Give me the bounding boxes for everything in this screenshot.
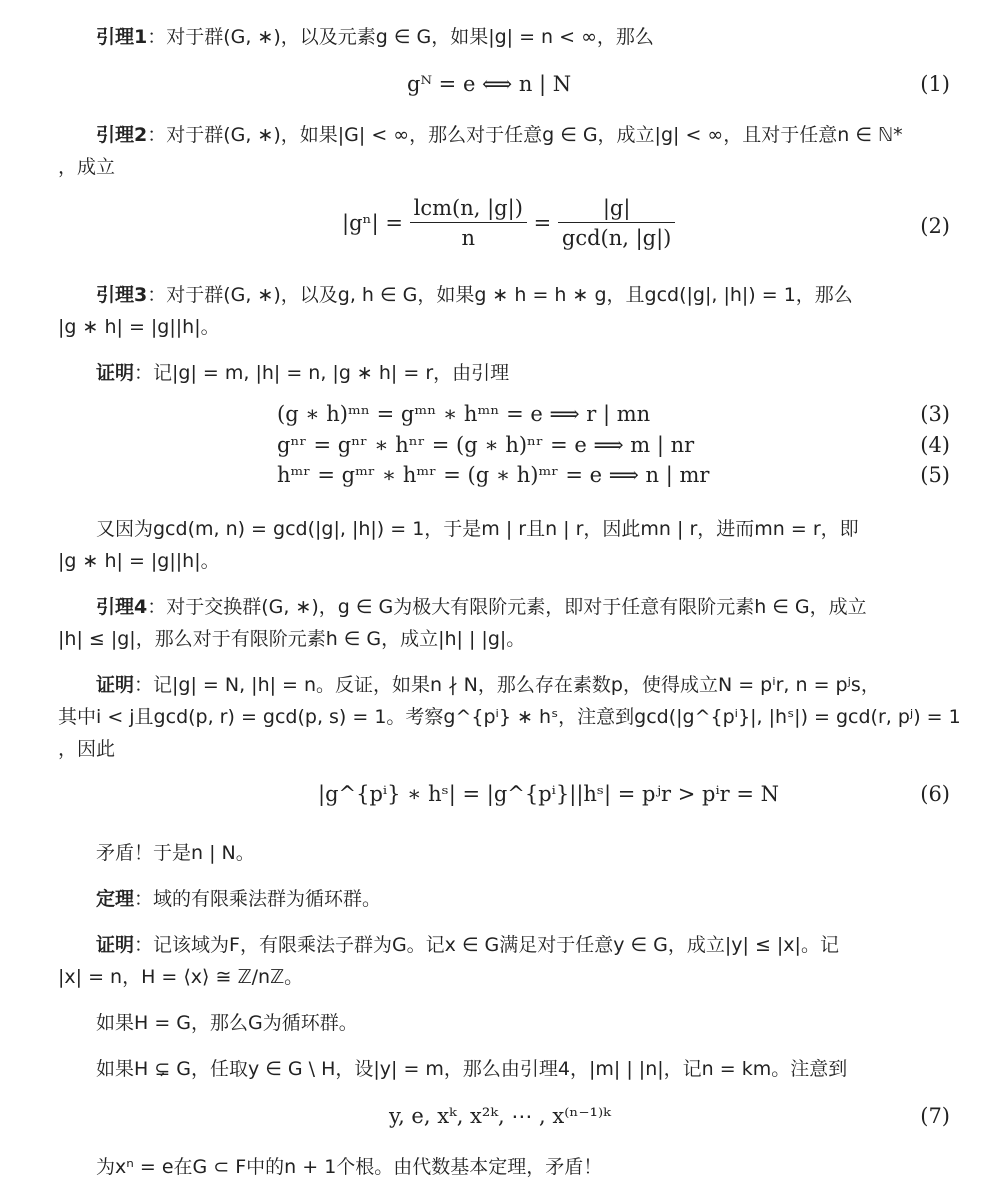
theorem-proof-statement — [96, 930, 839, 957]
lemma3-statement — [96, 280, 853, 307]
proof3-text: ：记|g| = m, |h| = n, |g ∗ h| = r，由引理 — [134, 362, 510, 384]
equation-6: |g^{pⁱ} ∗ hˢ| = |g^{pⁱ}||hˢ| = pʲr > pⁱr = N — [318, 782, 780, 806]
equation-4-number: (4) — [920, 433, 950, 457]
lemma1-statement — [96, 22, 654, 49]
eq2-frac2-numerator: |g| — [558, 196, 676, 223]
equation-3-number: (3) — [920, 402, 950, 426]
lemma4-label: 引理4 — [96, 596, 148, 618]
equation-4: gⁿʳ = gⁿʳ ∗ hⁿʳ = (g ∗ h)ⁿʳ = e ⟹ m | nr — [277, 433, 695, 457]
proof3-statement — [96, 358, 509, 385]
lemma2-statement — [96, 120, 903, 147]
lemma4-statement — [96, 592, 867, 619]
proof4-statement — [96, 670, 880, 697]
eq2-frac1-denominator: n — [461, 226, 476, 250]
lemma2-label: 引理2 — [96, 124, 148, 146]
eq2-frac2-denominator: gcd(n, |g|) — [561, 226, 672, 250]
equation-6-number: (6) — [920, 782, 950, 806]
theorem-proof-label: 证明 — [96, 934, 135, 956]
theorem-label: 定理 — [96, 888, 135, 910]
proof4-line1: ：记|g| = N, |h| = n。反证，如果n ∤ N，那么存在素数p，使得成立N = pⁱr, n = pʲs， — [134, 674, 880, 696]
equation-2 — [342, 196, 675, 250]
lemma2-line2: ，成立 — [58, 156, 116, 178]
equation-2-number: (2) — [920, 214, 950, 238]
equation-5: hᵐʳ = gᵐʳ ∗ hᵐʳ = (g ∗ h)ᵐʳ = e ⟹ n | mr — [277, 463, 710, 487]
proof3-label: 证明 — [96, 362, 135, 384]
proof4-conclusion: 矛盾！于是n | N。 — [96, 842, 255, 864]
proof3-after-line1: 又因为gcd(m, n) = gcd(|g|, |h|) = 1，于是m | r且n | r，因此mn | r，进而mn = r，即 — [96, 518, 859, 540]
proof4-label: 证明 — [96, 674, 135, 696]
eq2-fraction-lcm — [410, 196, 527, 250]
lemma4-line1: ：对于交换群(G, ∗)，g ∈ G为极大有限阶元素，即对于任意有限阶元素h ∈ G，成立 — [147, 596, 867, 618]
lemma2-line1: ：对于群(G, ∗)，如果|G| < ∞，那么对于任意g ∈ G，成立|g| < ∞，且对于任意n ∈ ℕ* — [147, 124, 903, 146]
eq2-mid: = — [533, 211, 552, 235]
theorem-proof-line2: |x| = n，H = ⟨x⟩ ≅ ℤ/nℤ。 — [58, 966, 304, 988]
equation-3: (g ∗ h)ᵐⁿ = gᵐⁿ ∗ hᵐⁿ = e ⟹ r | mn — [277, 402, 651, 426]
lemma3-label: 引理3 — [96, 284, 148, 306]
eq2-fraction-gcd — [558, 196, 676, 250]
theorem-proof-line1: ：记该域为F，有限乘法子群为G。记x ∈ G满足对于任意y ∈ G，成立|y| ≤ |x|。记 — [134, 934, 839, 956]
lemma1-label: 引理1 — [96, 26, 148, 48]
eq2-left: |gⁿ| = — [342, 211, 403, 235]
theorem-statement — [96, 884, 381, 911]
theorem-text: ：域的有限乘法群为循环群。 — [134, 888, 382, 910]
eq2-frac1-numerator: lcm(n, |g|) — [410, 196, 527, 223]
lemma4-line2: |h| ≤ |g|，那么对于有限阶元素h ∈ G，成立|h| | |g|。 — [58, 628, 526, 650]
proof3-after-line2: |g ∗ h| = |g||h|。 — [58, 550, 220, 572]
equation-7-number: (7) — [920, 1104, 950, 1128]
proof4-line2: 其中i < j且gcd(p, r) = gcd(p, s) = 1。考察g^{pⁱ} ∗ hˢ，注意到gcd(|g^{pⁱ}|, |hˢ|) = gcd(r, pʲ) = 1 — [58, 706, 961, 728]
theorem-proof-case-equal: 如果H = G，那么G为循环群。 — [96, 1012, 358, 1034]
equation-1-number: (1) — [920, 72, 950, 96]
theorem-proof-conclusion: 为xⁿ = e在G ⊂ F中的n + 1个根。由代数基本定理，矛盾！ — [96, 1156, 603, 1178]
theorem-proof-case-proper: 如果H ⊊ G，任取y ∈ G \ H，设|y| = m，那么由引理4，|m| | |n|，记n = km。注意到 — [96, 1058, 848, 1080]
lemma3-line2: |g ∗ h| = |g||h|。 — [58, 316, 220, 338]
proof4-line3: ，因此 — [58, 738, 116, 760]
lemma1-text: ：对于群(G, ∗)，以及元素g ∈ G，如果|g| = n < ∞，那么 — [147, 26, 654, 48]
equation-1: gᴺ = e ⟺ n | N — [407, 72, 572, 96]
equation-7: y, e, xᵏ, x²ᵏ, ⋯ , x⁽ⁿ⁻¹⁾ᵏ — [389, 1104, 611, 1128]
lemma3-line1: ：对于群(G, ∗)，以及g, h ∈ G，如果g ∗ h = h ∗ g，且gcd(|g|, |h|) = 1，那么 — [147, 284, 853, 306]
equation-5-number: (5) — [920, 463, 950, 487]
